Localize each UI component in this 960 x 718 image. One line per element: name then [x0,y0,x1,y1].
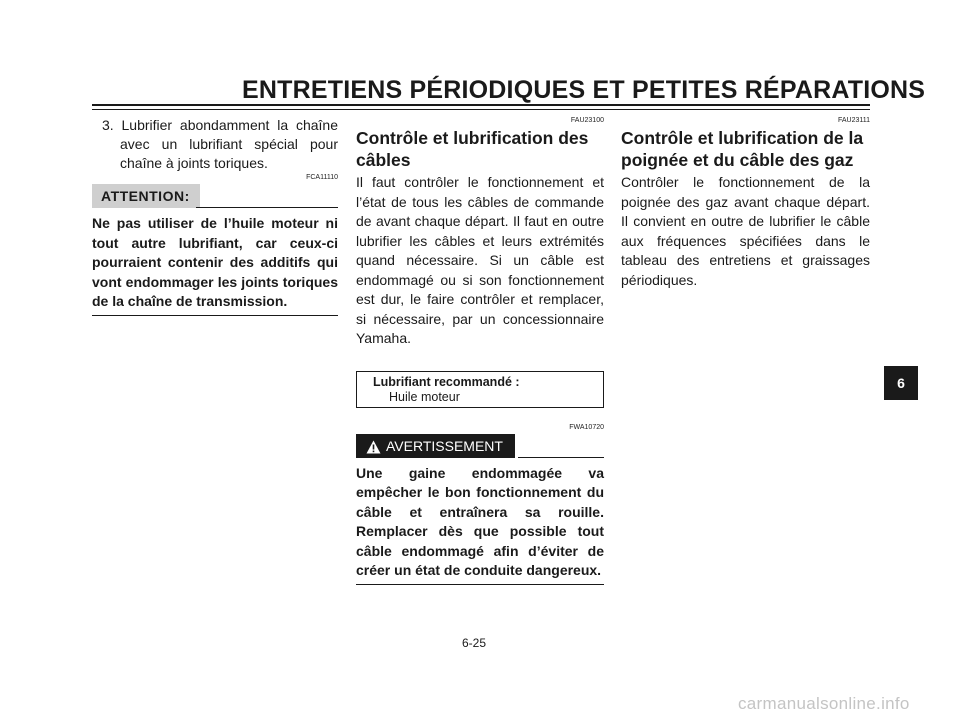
page-header-title: ENTRETIENS PÉRIODIQUES ET PETITES RÉPARATIONS [242,76,926,104]
warning-rule [518,457,604,458]
warning-triangle-icon [366,440,381,454]
header-rule-thin [92,109,870,110]
caution-rule [196,207,338,208]
warning-label: AVERTISSEMENT [386,437,503,454]
section-code-throttle: FAU23111 [837,117,870,124]
warning-code: FWA10720 [569,423,604,431]
caution-end-rule [92,315,338,316]
section-code: FAU23100 [570,117,604,124]
lubricant-box-value: Huile moteur [389,389,460,404]
section-body-cables: Il faut contrôler le fonctionnement et l’état de tous les câbles de commande de avant chaque départ. Il faut en outre lubrifier les câbles et leurs extrémités quand nécessaire. Si un câble est endommagé ou si son fonctionnement est dur, le faire contrôler et remplacer, si nécessaire, par un concessionnaire Yamaha. [356,174,604,346]
caution-header [92,184,338,210]
section-body-throttle: Contrôler le fonctionnement de la poignée des gaz avant chaque départ. Il convient en outre de lubrifier le câble aux fréquences spécifiées dans le tableau des entretiens et graissages périodiques. [621,174,870,288]
lubricant-box [356,371,604,408]
middle-column [356,116,604,585]
section-title-throttle: Contrôle et lubrification de la poignée et du câble des gaz [621,128,864,170]
section-title-cables: Contrôle et lubrification des câbles [356,128,589,170]
warning-label-box [356,434,515,458]
left-column [92,116,338,316]
warning-header [356,434,604,460]
caution-label: ATTENTION: [92,184,200,208]
caution-text: Ne pas utiliser de l’huile moteur ni tout autre lubrifiant, car ceux-ci pourraient contenir des additifs qui vont endommager les joints toriques de la chaîne de transmission. [92,215,338,309]
lubricant-box-title: Lubrifiant recommandé : [373,374,520,389]
caution-code: FCA11110 [306,174,338,181]
chapter-tab: 6 [884,366,918,400]
warning-text: Une gaine endommagée va empêcher le bon fonctionnement du câble et entraînera sa rouille. Remplacer dès que possible tout câble endommagé afin d’éviter de créer un état de conduite dangereux. [356,464,604,578]
page-number: 6-25 [462,636,487,650]
header-rule [92,104,870,106]
warning-end-rule [356,584,604,585]
right-column [621,116,870,290]
step-3-text: 3. Lubrifier abondamment la chaîne avec un lubrifiant spécial pour chaîne à joints toriques. [102,117,338,171]
watermark: carmanualsonline.info [738,694,910,713]
